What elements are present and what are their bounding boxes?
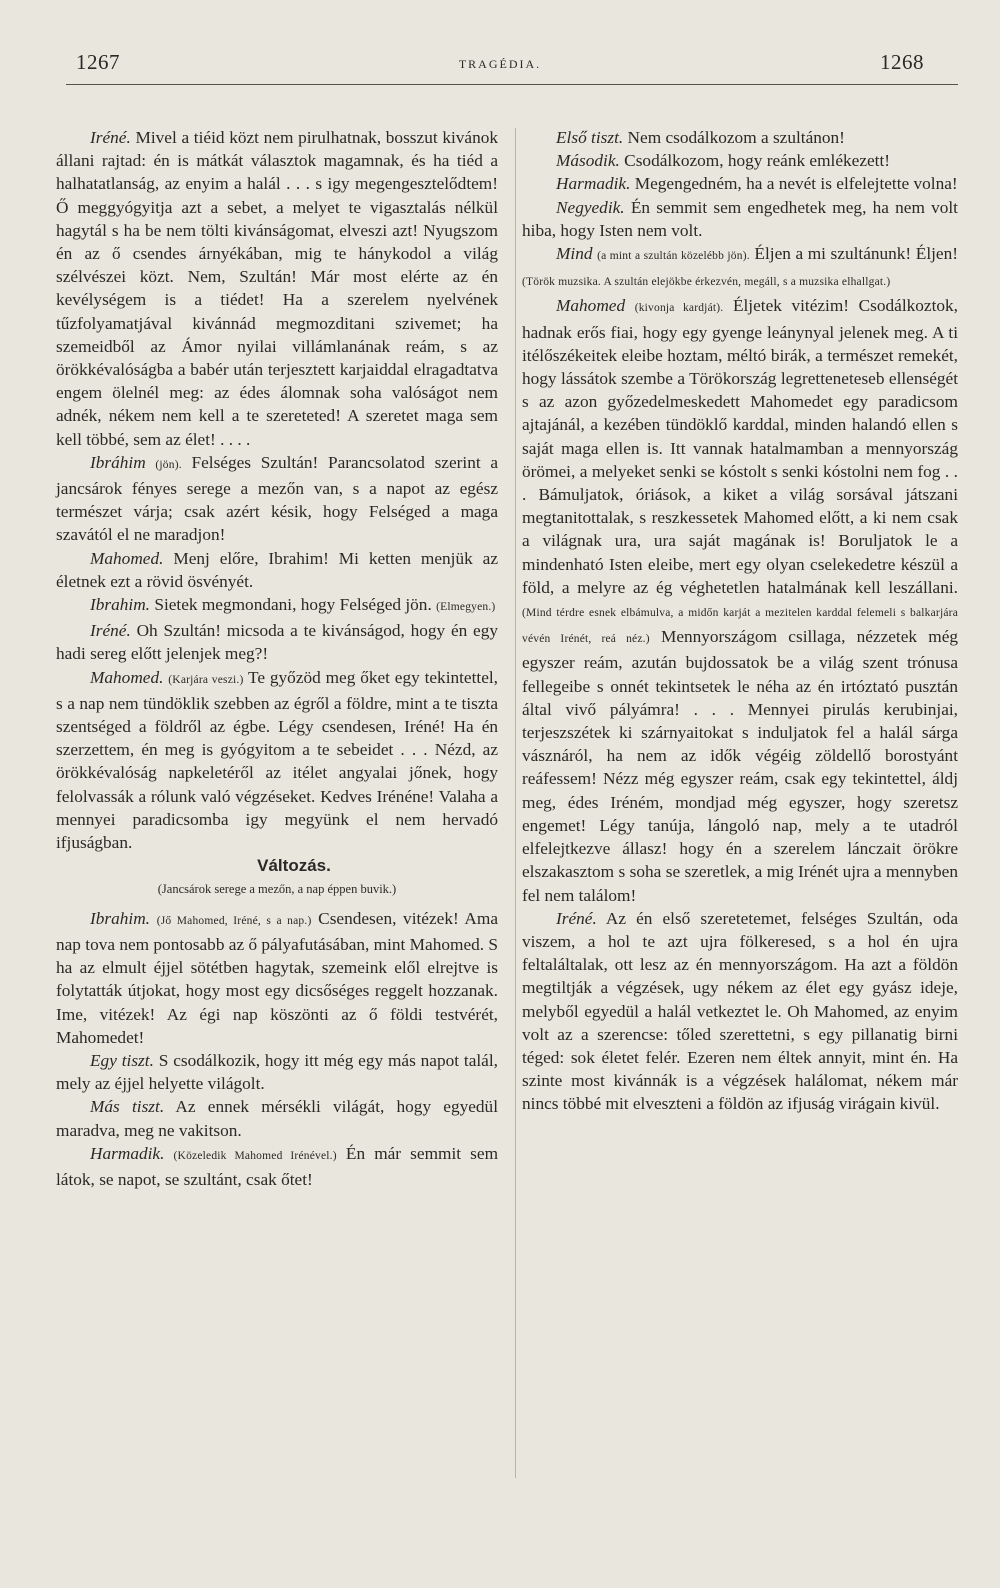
speech: [56, 907, 498, 1049]
speech: [56, 619, 498, 665]
page-number-right: 1268: [880, 50, 924, 74]
speaker-name: Harmadik.: [90, 1143, 165, 1163]
section-title: Változás.: [257, 856, 331, 876]
speech: [56, 451, 498, 547]
left-dialogue: [56, 126, 498, 854]
speaker-name: Egy tiszt.: [90, 1050, 154, 1070]
speaker-name: Iréné.: [90, 128, 131, 147]
stage-direction: (a mint a szultán közelébb jön).: [597, 250, 750, 263]
stage-direction: (jön).: [155, 458, 182, 471]
speaker-name: Mahomed.: [90, 667, 164, 687]
speech-text: Sietek megmondani, hogy Felséged jön.: [154, 595, 432, 615]
speech: [56, 1095, 498, 1141]
speech-text: Kedves Irénéne! Valaha a mennyei paradicsomba igy megyünk el nem hervadó ifjuságban.: [56, 786, 499, 853]
stage-direction: (Karjára veszi.): [168, 673, 244, 686]
column-divider: [515, 128, 516, 1478]
page-number-left: 1267: [76, 50, 120, 74]
right-column: [522, 126, 958, 1116]
speaker-name: Ibráhim: [90, 452, 146, 472]
speech: [522, 126, 958, 149]
speech-text: S csodálkozik, hogy itt még egy más napot talál, mely az éjjel helyette világolt.: [56, 1050, 498, 1094]
speech-text: Oh Szultán! micsoda a te kivánságod, hogy én egy hadi sereg előtt jelenjek meg?!: [56, 621, 498, 664]
speech: [522, 294, 958, 906]
left-column: [56, 126, 498, 1191]
speaker-name: Ibrahim.: [90, 595, 151, 615]
speech-text: Megengedném, ha a nevét is elfelejtette volna!: [634, 174, 958, 194]
speech: [56, 547, 498, 593]
speech: [56, 666, 498, 855]
speech-text: Az ennek mérsékli világát, hogy egyedül maradva, meg ne vakitson.: [56, 1097, 498, 1140]
speech-text: Én semmit sem engedhetek meg, ha nem volt hiba, hogy Isten nem volt.: [522, 197, 958, 240]
speaker-name: Mahomed: [556, 296, 626, 316]
speech-text: Az én első szeretetemet, felséges Szultán, oda viszem, a hol te azt ujra fölkeresed, s a hol én ujra feltaláltalak, ott lesz az én mennyországom. Ha azt a földön megtiltják a végzések, ugy nékem az élet egy gyász ideje, melyből egyedül a halál vetkeztet le. Oh Mahomed, az enyim volt az a szerencse: tőled szerettetni, s egy pillanatig birni téged: sok életet felér. Ezeren nem éltek annyit, mint én. Ha szinte most kivánnák is a végzések halálomat, nékem már nincs többé mit elveszteni a földön az ifjuság virágain kivül.: [522, 908, 958, 1114]
running-title: TRAGÉDIA.: [458, 57, 542, 71]
speech-text: Az égi nap köszönti az ő földi testvérét, Mahomedet!: [56, 1004, 498, 1047]
speech: [522, 172, 958, 195]
speech: [522, 907, 958, 1116]
speech-text: Mivel a tiéid közt nem pirulhatnak, bosszut kivánok állani rajtad: én is mátkát választok magamnak, és ha tiéd a halhatatlanság, az enyim a halál . . . s igy megengesztelődtem! Ő meggyógyitja azt a sebet, a melyet te vigasztalás nélkül hagytál s ha be nem tölti kivánságomat, elveszi azt! Nyugszom én az ő csendes árnyékában, mig te hánykodol a világ szélvészei közt. Nem, Szultán! Már most elérte az én kevélységem is a tiédet! Ha a szerelem nyelvének tűzfolyamatjával kivánnád megmozditani szivemet; ha szemeidből az Ámor nyilai villámlanának reám, s az örökkévalóságba a babér után terjesztett karjaiddal elragadtatva engem ölelnél meg: az édes álomnak soha valóságot nem adnék, nékem nem kell a te szereteted! A szeretet maga sem kell többé, sem az élet! . . . .: [56, 128, 498, 449]
speaker-name: Mind: [556, 244, 593, 264]
section-stage-direction: (Jancsárok serege a mezőn, a nap éppen buvik.): [157, 881, 397, 896]
speech-text: Felséges Szultán! Parancsolatod szerint a jancsárok fényes serege a mezőn van, s a napot az egész természet várja; csak azért késik, hogy Felséged a maga szavától el ne maradjon!: [56, 452, 498, 545]
speaker-name: Harmadik.: [556, 174, 631, 194]
speech-text: Mennyországom csillaga, nézzetek még egyszer reám, azután bujdossatok be a világ szent trónusa fellegeibe s onnét tekintsetek le néha az én irtóztató pusztán által vivő pályámra! . . . Mennyei pirulás kerubinjai, terjeszszétek ki szárnyaitokat s induljatok fel a halál sárga vásznáról, ha nem az idők végéig zöldellő borostyánt reáfessem! Nézz még egyszer reám, csak egy tekintettel, áldj meg, édes Iréném, mondjad még egyszer, hogy szeretsz engemet! Légy tanúja, lángoló nap, mely a te utadról elfelejtkezve állasz! hogy én a szerelem lánczait örökre elszakasztom s soha se szeretlek, a mig Irénét ujra a mennyben fel nem találom!: [522, 627, 959, 905]
speech: [56, 126, 498, 451]
speech-text: Nem csodálkozom a szultánon!: [627, 128, 845, 147]
speaker-name: Első tiszt.: [556, 128, 624, 147]
speaker-name: Iréné.: [90, 621, 131, 641]
speech: [56, 1142, 498, 1191]
speech: [522, 149, 958, 172]
header-rule: [66, 84, 958, 85]
speaker-name: Második.: [556, 151, 620, 171]
speaker-name: Iréné.: [556, 908, 597, 928]
speech-text: Éljetek vitézim! Csodálkoztok, hadnak erős fiai, hogy egy gyenge leánynyal jelenek meg. A ti itélőszékeitek eleibe hoztam, méltó birák, a természet remekét, hogy lássátok szembe a Törökország legretteneteseb ellenségét s az azon győzedelmeskedett Mahomedet egy paradicsom ajtajánál, a kezében tündöklő karddal, minden halandó ellen s saját maga ellen is. Itt vannak hatalmamban a mennyország örömei, a melyeket senki se kóstolt s senki kóstolni nem fog . . . Bámuljatok, óriások, a kiket a világ sorsával játszani megtanitottalak, s reszkessetek Mahomed előtt, a ki nem csak a világnak ura, ura saját magának is! Boruljatok le a mindenható Isten eleibe, mert egy olyan cselekedetre készül a föld, a melyre az ég véghetetlen hatalmának kell leszállani.: [522, 296, 958, 597]
speech: [56, 1049, 498, 1095]
stage-direction: (Mind térdre esnek elbámulva, a midőn karját a mezitelen karddal felemeli s balkarjára vévén Irénét, reá néz.): [522, 607, 958, 646]
speech-text: Menj előre, Ibrahim! Mi ketten menjük az életnek ezt a rövid ösvényét.: [56, 548, 498, 591]
speaker-name: Negyedik.: [556, 197, 625, 217]
speech-text: Én már semmit sem látok, se napot, se szultánt, csak őtet!: [56, 1143, 499, 1189]
speech-text: Te győzöd meg őket egy tekintettel, s a nap nem tündöklik szebben az égről a földre, mint a te tiszta szentséged a földről az égbe. Légy csendesen, Iréné! Ha én szerzettem, én meg is gyógyitom a te sebeidet . . . Nézd, az örökkévalóság napkeletéről az itélet angyalai jőnek, hogy felolvassák a rólunk való végzéseket.: [56, 667, 498, 806]
speech: [522, 196, 958, 242]
stage-direction: (Elmegyen.): [436, 601, 496, 614]
stage-direction: (Közeledik Mahomed Irénével.): [173, 1149, 337, 1162]
speaker-name: Mahomed.: [90, 548, 164, 568]
speech: [56, 593, 498, 619]
speech: [522, 242, 958, 294]
right-dialogue: [522, 126, 958, 1116]
stage-direction: (Jő Mahomed, Iréné, s a nap.): [156, 914, 312, 927]
speech-text: Csendesen, vitézek! Ama nap tova nem pontosabb az ő pályafutásában, mint Mahomed. S ha az elmult éjjel sötétben hagytak, szemeink elől elrejtve is folytatták útjokat, hogy most egy dicsőséges reggelt hozzanak. Ime, vitézek!: [56, 908, 499, 1024]
speech-text: Csodálkozom, hogy reánk emlékezett!: [624, 151, 891, 171]
stage-direction: (kivonja kardját).: [634, 302, 724, 315]
speech-text: Éljen a mi szultánunk! Éljen!: [754, 244, 958, 264]
stage-direction: (Török muzsika. A szultán elejökbe érkezvén, megáll, s a muzsika elhallgat.): [522, 276, 891, 289]
speaker-name: Ibrahim.: [90, 908, 151, 928]
left-dialogue-after-change: [56, 907, 498, 1191]
speaker-name: Más tiszt.: [90, 1097, 165, 1117]
